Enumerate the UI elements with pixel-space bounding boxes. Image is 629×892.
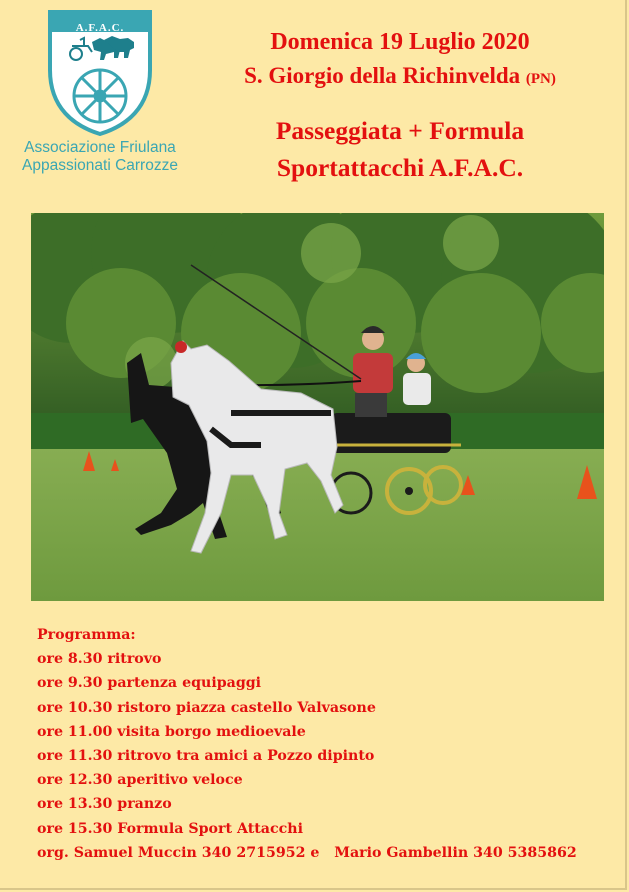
program-item: ore 9.30 partenza equipaggi: [37, 675, 262, 692]
event-title-line2: Sportattacchi A.F.A.C.: [276, 153, 524, 182]
program-item: ore 12.30 aperitivo veloce: [37, 772, 243, 789]
event-title-line1: Passeggiata + Formula: [275, 116, 525, 145]
logo-acronym: A.F.A.C.: [75, 22, 125, 34]
program-item: ore 11.30 ritrovo tra amici a Pozzo dipinto: [37, 747, 375, 764]
program-title: Programma:: [37, 627, 136, 643]
program-item: ore 11.00 visita borgo medioevale: [37, 723, 306, 740]
logo-name-line2: Appassionati Carrozze: [22, 157, 178, 174]
logo-name-line1: Associazione Friulana: [24, 139, 176, 156]
program-item: ore 10.30 ristoro piazza castello Valvasone: [37, 699, 376, 716]
program-item: ore 13.30 pranzo: [37, 796, 172, 813]
horse-carriage-photo: [31, 213, 604, 601]
program-list: [37, 623, 617, 865]
event-place-name: S. Giorgio della Richinvelda: [244, 63, 521, 88]
organizer-contacts: org. Samuel Muccin 340 2715952 e Mario Gambellin 340 5385862: [37, 844, 577, 861]
program-item: ore 15.30 Formula Sport Attacchi: [37, 820, 303, 837]
event-place: [200, 63, 600, 89]
event-province: (PN): [525, 71, 556, 87]
program-item: ore 8.30 ritrovo: [37, 651, 162, 668]
afac-logo: [0, 8, 200, 188]
event-date: Domenica 19 Luglio 2020: [270, 29, 530, 55]
